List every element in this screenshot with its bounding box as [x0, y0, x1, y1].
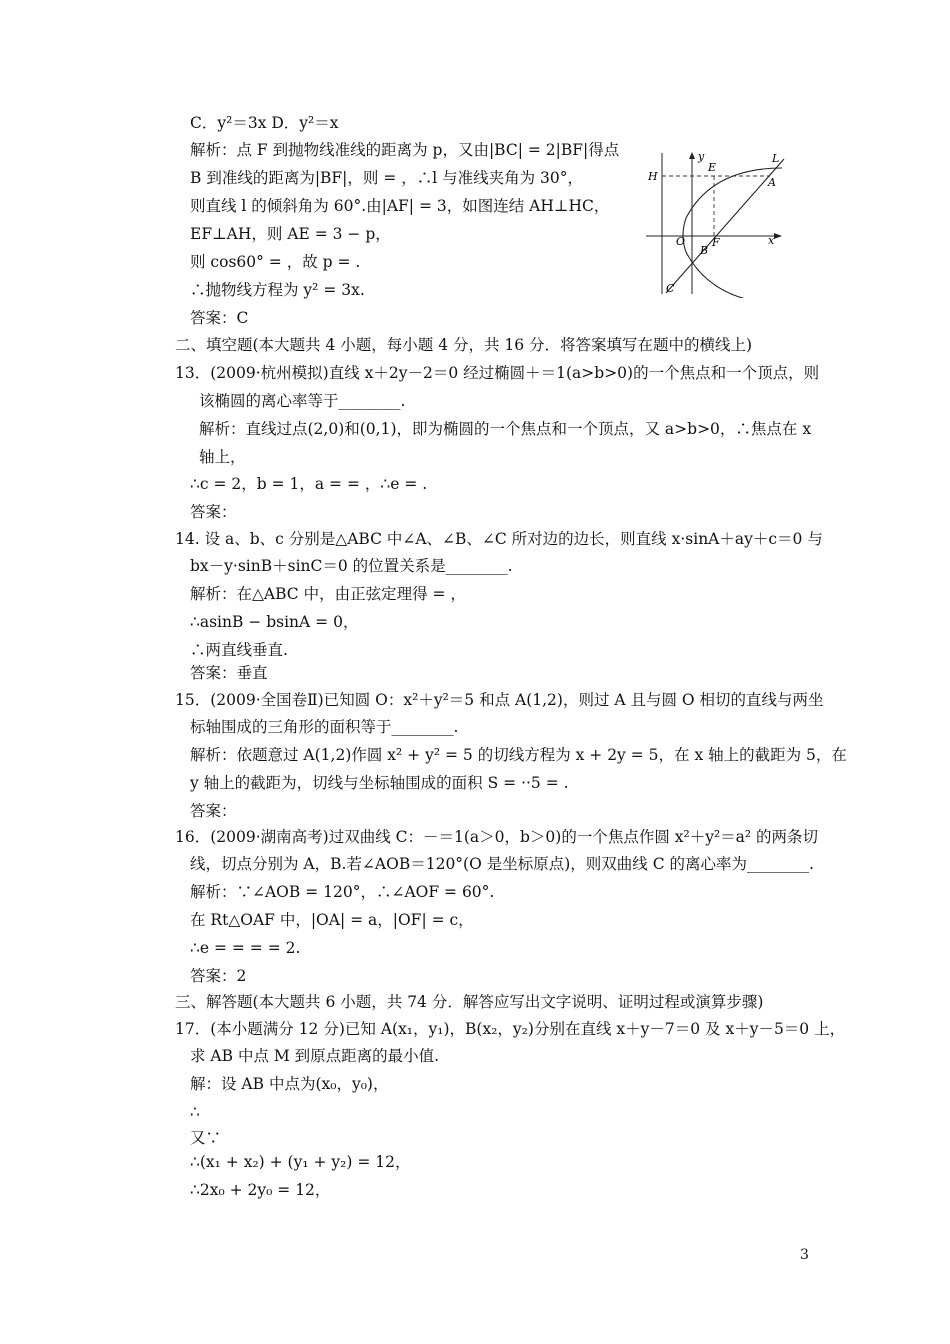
label-x: x [768, 234, 775, 247]
page-number: 3 [800, 1247, 809, 1263]
label-o: O [676, 235, 686, 248]
text-line: ∴c = 2，b = 1，a = = ，∴e = . [190, 475, 428, 493]
text-line: ∴ [190, 1103, 200, 1121]
text-line: 求 AB 中点 M 到原点距离的最小值. [190, 1047, 440, 1065]
text-line: ∴e = = = = 2. [190, 939, 301, 957]
text-line: 17．(本小题满分 12 分)已知 A(x₁，y₁)，B(x₂，y₂)分别在直线 x＋y－7＝0 及 x＋y－5＝0 上， [175, 1020, 846, 1038]
text-line: 解析：直线过点(2,0)和(0,1)，即为椭圆的一个焦点和一个顶点，又 a>b>0，∴焦点在 x [199, 420, 812, 438]
text-line: 标轴围成的三角形的面积等于________. [190, 718, 459, 736]
text-line: EF⊥AH，则 AE = 3 − p， [190, 225, 391, 243]
text-line: bx－y·sinB＋sinC＝0 的位置关系是________. [190, 557, 513, 575]
text-line: 则 cos60° = ，故 p = . [190, 253, 361, 271]
text-line: 15．(2009·全国卷Ⅱ)已知圆 O：x²＋y²＝5 和点 A(1,2)，则过 A 且与圆 O 相切的直线与两坐 [175, 691, 824, 709]
text-line: B 到准线的距离为|BF|，则 = ，∴l 与准线夹角为 30°， [190, 169, 584, 187]
text-line: 解析：点 F 到抛物线准线的距离为 p，又由|BC| = 2|BF|得点 [190, 141, 620, 159]
label-h: H [648, 170, 658, 183]
text-line: 二、填空题(本大题共 4 小题，每小题 4 分，共 16 分．将答案填写在题中的横线上) [175, 336, 753, 354]
label-y: y [698, 150, 705, 163]
text-line: 答案： [190, 503, 237, 521]
text-line: 答案：垂直 [190, 664, 268, 682]
text-line: 13．(2009·杭州模拟)直线 x＋2y－2＝0 经过椭圆＋＝1(a>b>0)的一个焦点和一个顶点，则 [175, 364, 820, 382]
text-line: 该椭圆的离心率等于________. [199, 392, 406, 410]
y-axis-arrow [689, 152, 695, 159]
parabola-diagram [642, 148, 792, 298]
text-line: 解析：依题意过 A(1,2)作圆 x² + y² = 5 的切线方程为 x + 2y = 5，在 x 轴上的截距为 5，在 [190, 746, 847, 764]
label-a: A [768, 176, 776, 189]
text-line: 又∵ [190, 1129, 222, 1147]
parabola-figure [642, 148, 792, 298]
text-line: 解：设 AB 中点为(x₀，y₀)， [190, 1075, 389, 1093]
text-line: ∴asinB − bsinA = 0， [190, 613, 359, 631]
label-l: L [772, 152, 780, 165]
label-b: B [700, 244, 709, 257]
text-line: C．y²＝3x D．y²＝x [190, 114, 339, 132]
text-line: 16．(2009·湖南高考)过双曲线 C：－＝1(a＞0，b＞0)的一个焦点作圆 x²＋y²＝a² 的两条切 [175, 828, 819, 846]
text-line: ∴2x₀ + 2y₀ = 12， [190, 1181, 331, 1199]
text-line: 线，切点分别为 A，B.若∠AOB＝120°(O 是坐标原点)，则双曲线 C 的离心率为________. [190, 855, 814, 873]
text-line: 轴上， [199, 448, 246, 466]
label-c: C [666, 282, 675, 295]
text-line: ∴抛物线方程为 y² = 3x. [190, 281, 365, 299]
label-e: E [708, 161, 717, 174]
x-axis-arrow [774, 233, 782, 239]
text-line: 14. 设 a、b、c 分别是△ABC 中∠A、∠B、∠C 所对边的边长，则直线 x·sinA＋ay＋c＝0 与 [175, 530, 823, 548]
text-line: 答案：2 [190, 967, 247, 985]
text-line: 三、解答题(本大题共 6 小题，共 74 分．解答应写出文字说明、证明过程或演算步骤) [175, 993, 764, 1011]
text-line: 答案：C [190, 309, 249, 327]
text-line: 在 Rt△OAF 中，|OA| = a，|OF| = c， [190, 911, 474, 929]
text-line: ∴(x₁ + x₂) + (y₁ + y₂) = 12， [190, 1153, 411, 1171]
text-line: 解析：∵∠AOB = 120°，∴∠AOF = 60°. [190, 883, 495, 901]
text-line: ∴两直线垂直. [190, 641, 288, 659]
text-line: 答案： [190, 802, 237, 820]
text-line: 则直线 l 的倾斜角为 60°.由|AF| = 3，如图连结 AH⊥HC， [190, 197, 610, 215]
text-line: 解析：在△ABC 中，由正弦定理得 = ， [190, 585, 466, 603]
text-line: y 轴上的截距为，切线与坐标轴围成的面积 S = ··5 = . [190, 774, 569, 792]
label-f: F [712, 236, 720, 249]
